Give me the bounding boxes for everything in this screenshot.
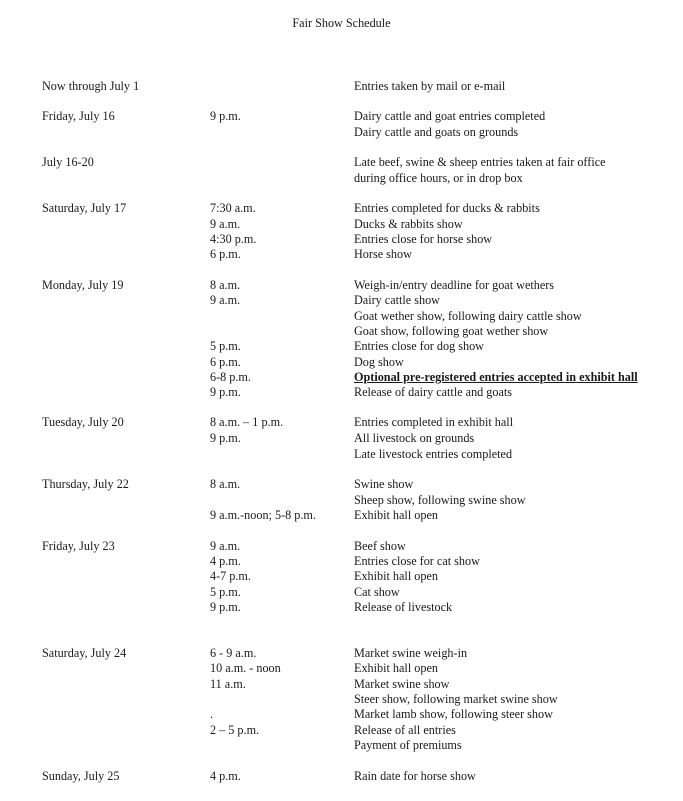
schedule-row [0, 476, 683, 492]
row-event: Market swine weigh-in [354, 646, 468, 660]
row-time: 8 a.m. – 1 p.m. [210, 415, 284, 429]
row-date: Saturday, July 24 [42, 646, 127, 660]
row-time: 9 p.m. [210, 431, 241, 445]
schedule-row [0, 277, 683, 293]
row-event: Goat wether show, following dairy cattle show [354, 309, 582, 323]
schedule-row [0, 154, 683, 170]
row-time: . [210, 707, 214, 721]
row-event: Entries close for dog show [354, 339, 484, 353]
schedule-row [0, 369, 683, 385]
row-event: Entries completed in exhibit hall [354, 415, 514, 429]
schedule-row [0, 706, 683, 722]
schedule-row [0, 691, 683, 707]
row-time: 5 p.m. [210, 339, 241, 353]
schedule-row [0, 170, 683, 186]
schedule-row [0, 246, 683, 262]
schedule-row [0, 292, 683, 308]
row-time: 6 p.m. [210, 355, 241, 369]
schedule-row [0, 384, 683, 400]
row-event: Entries completed for ducks & rabbits [354, 201, 540, 215]
document-title: Fair Show Schedule [292, 16, 391, 30]
row-event: Dog show [354, 355, 404, 369]
schedule-row [0, 108, 683, 124]
row-event: Payment of premiums [354, 738, 462, 752]
row-event: Sheep show, following swine show [354, 493, 526, 507]
row-time: 9 a.m. [210, 293, 241, 307]
schedule-row [0, 308, 683, 324]
schedule-row [0, 599, 683, 615]
row-event: Release of all entries [354, 723, 456, 737]
schedule-row [0, 553, 683, 569]
schedule-row [0, 676, 683, 692]
row-event: Goat show, following goat wether show [354, 324, 549, 338]
row-time: 9 p.m. [210, 385, 241, 399]
row-time: 6 p.m. [210, 247, 241, 261]
row-date: Sunday, July 25 [42, 769, 120, 783]
row-event: Late livestock entries completed [354, 447, 513, 461]
row-time: 2 – 5 p.m. [210, 723, 260, 737]
schedule-row [0, 216, 683, 232]
row-event: Release of dairy cattle and goats [354, 385, 513, 399]
row-time: 5 p.m. [210, 585, 241, 599]
row-event: Ducks & rabbits show [354, 217, 463, 231]
row-event: Steer show, following market swine show [354, 692, 558, 706]
schedule-row [0, 446, 683, 462]
row-event-highlighted: Optional pre-registered entries accepted in exhibit hall [354, 370, 638, 384]
schedule-row [0, 124, 683, 140]
row-event: Cat show [354, 585, 400, 599]
row-time: 4 p.m. [210, 769, 241, 783]
schedule-row [0, 538, 683, 554]
row-event: Entries taken by mail or e-mail [354, 79, 506, 93]
row-time: 10 a.m. - noon [210, 661, 281, 675]
row-date: Tuesday, July 20 [42, 415, 124, 429]
row-time: 9 p.m. [210, 600, 241, 614]
row-event: All livestock on grounds [354, 431, 475, 445]
schedule-row [0, 737, 683, 753]
row-time: 4-7 p.m. [210, 569, 251, 583]
row-date: Friday, July 23 [42, 539, 115, 553]
row-event: Exhibit hall open [354, 661, 438, 675]
schedule-row [0, 722, 683, 738]
row-time: 6 - 9 a.m. [210, 646, 257, 660]
row-date: Friday, July 16 [42, 109, 115, 123]
row-time: 9 a.m.-noon; 5-8 p.m. [210, 508, 316, 522]
schedule-row [0, 584, 683, 600]
schedule-row [0, 660, 683, 676]
schedule-row [0, 338, 683, 354]
row-event: Weigh-in/entry deadline for goat wethers [354, 278, 555, 292]
schedule-row [0, 78, 683, 94]
row-event: during office hours, or in drop box [354, 171, 523, 185]
schedule-row [0, 645, 683, 661]
schedule-row [0, 568, 683, 584]
row-time: 4 p.m. [210, 554, 241, 568]
row-event: Exhibit hall open [354, 569, 438, 583]
row-event: Horse show [354, 247, 412, 261]
row-date: Monday, July 19 [42, 278, 124, 292]
schedule-row [0, 507, 683, 523]
schedule-row [0, 768, 683, 784]
row-event: Beef show [354, 539, 406, 553]
row-time: 7:30 a.m. [210, 201, 256, 215]
row-time: 8 a.m. [210, 477, 241, 491]
row-date: Thursday, July 22 [42, 477, 129, 491]
schedule-row [0, 430, 683, 446]
schedule-row [0, 414, 683, 430]
schedule-row [0, 200, 683, 216]
row-event: Market swine show [354, 677, 450, 691]
row-time: 8 a.m. [210, 278, 241, 292]
schedule-row [0, 492, 683, 508]
row-event: Exhibit hall open [354, 508, 438, 522]
row-event: Dairy cattle and goats on grounds [354, 125, 519, 139]
schedule-row [0, 323, 683, 339]
row-date: Saturday, July 17 [42, 201, 127, 215]
schedule-row [0, 354, 683, 370]
row-event: Rain date for horse show [354, 769, 476, 783]
row-event: Swine show [354, 477, 414, 491]
row-time: 4:30 p.m. [210, 232, 257, 246]
row-time: 11 a.m. [210, 677, 246, 691]
row-time: 9 a.m. [210, 217, 241, 231]
row-event: Entries close for horse show [354, 232, 493, 246]
row-event: Dairy cattle and goat entries completed [354, 109, 546, 123]
row-time: 6-8 p.m. [210, 370, 251, 384]
row-event: Market lamb show, following steer show [354, 707, 553, 721]
row-event: Dairy cattle show [354, 293, 440, 307]
row-event: Entries close for cat show [354, 554, 480, 568]
row-time: 9 a.m. [210, 539, 241, 553]
row-date: Now through July 1 [42, 79, 140, 93]
row-date: July 16-20 [42, 155, 94, 169]
row-event: Release of livestock [354, 600, 453, 614]
row-time: 9 p.m. [210, 109, 241, 123]
row-event: Late beef, swine & sheep entries taken at fair office [354, 155, 606, 169]
schedule-row [0, 231, 683, 247]
